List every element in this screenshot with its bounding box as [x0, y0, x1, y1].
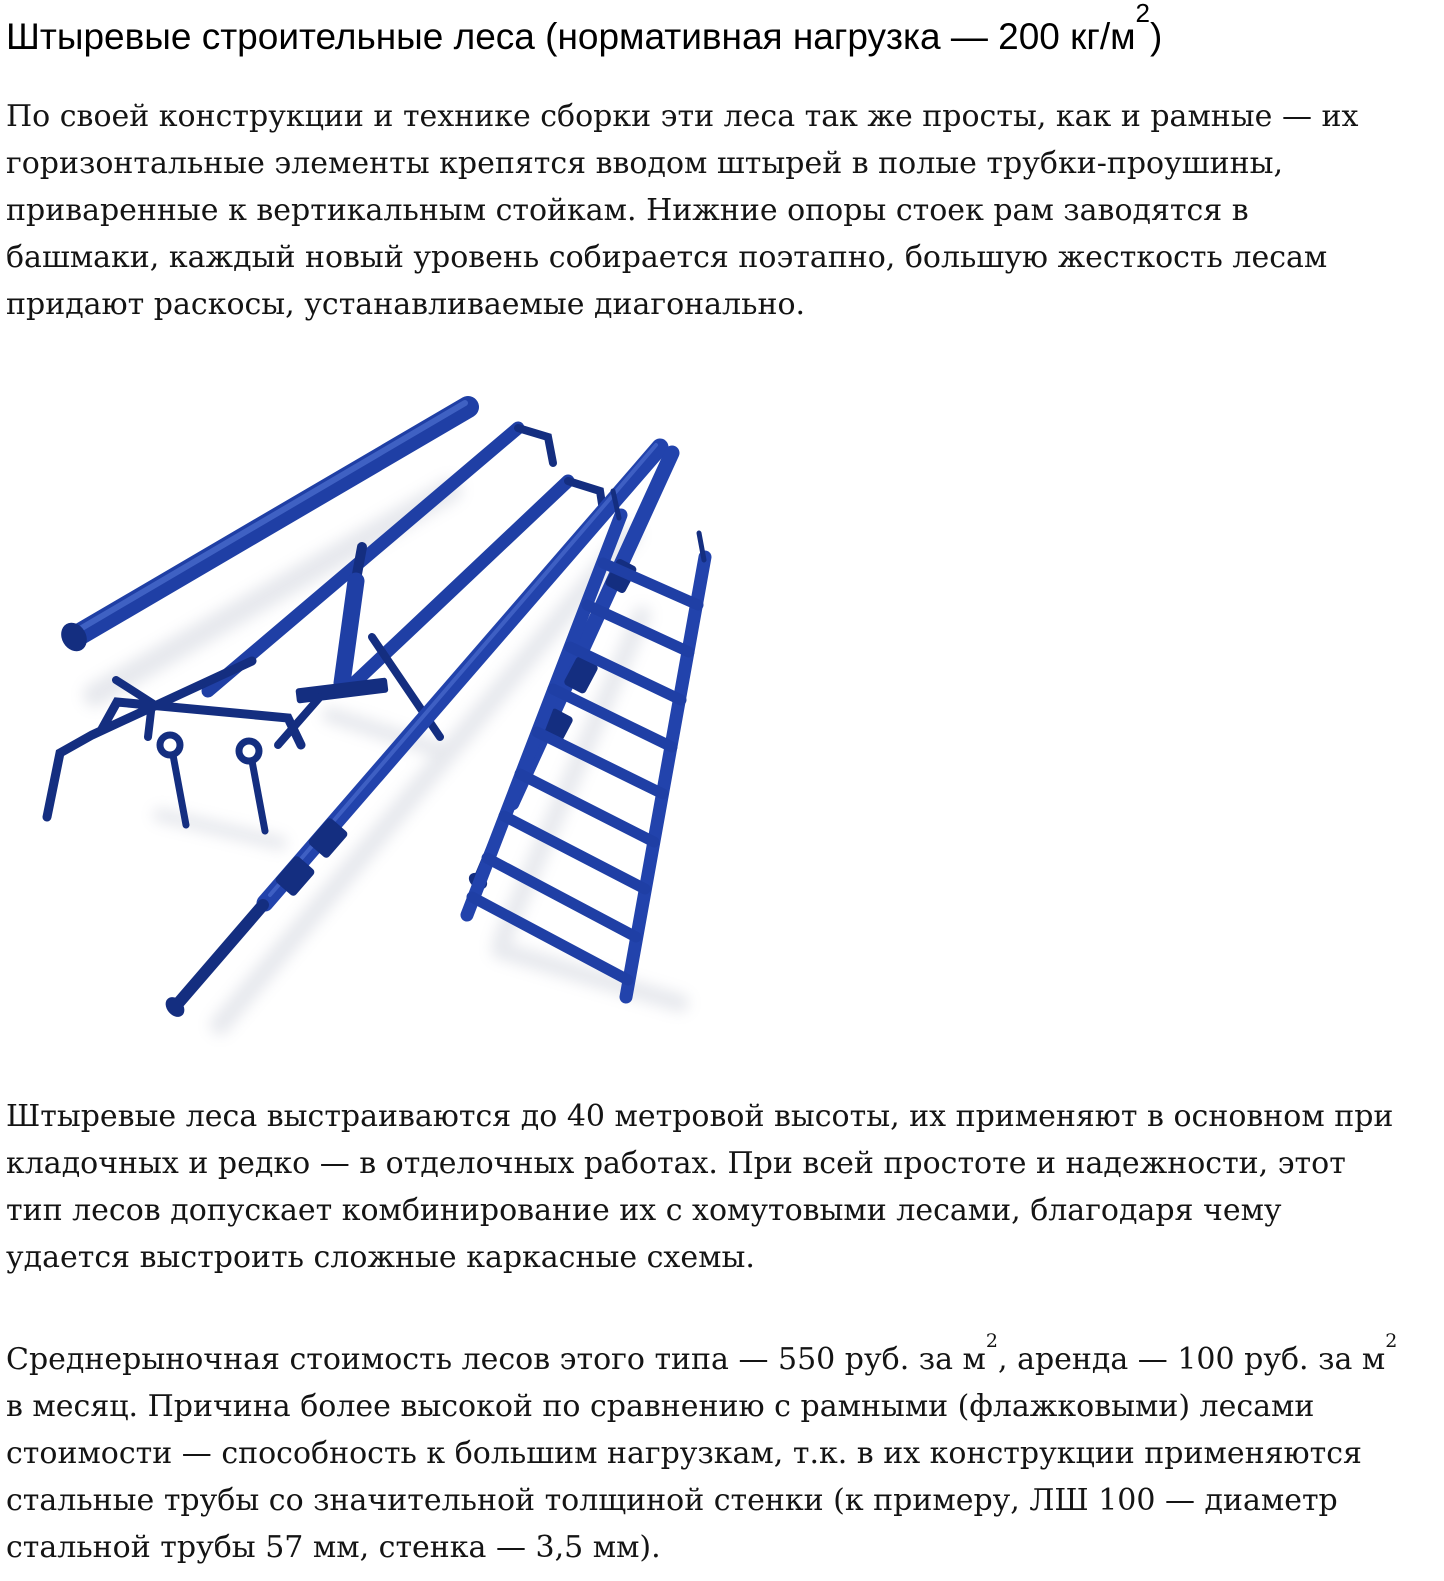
page-title [6, 0, 1400, 60]
paragraph-price [6, 1330, 1400, 1571]
scaffolding-parts-illustration [20, 385, 935, 1060]
u-bracket [102, 702, 301, 745]
price-superscript-2: 2 [1385, 1330, 1398, 1353]
page-title-text: Штыревые строительные леса (нормативная нагрузка — 200 кг/м [6, 16, 1136, 57]
price-text-2: , аренда — 100 руб. за м [998, 1342, 1386, 1378]
page-title-superscript: 2 [1135, 0, 1150, 28]
scaffolding-parts-photo [20, 385, 935, 1060]
price-superscript-1: 2 [985, 1330, 998, 1353]
paragraph-usage: Штыревые леса выстраиваются до 40 метровой высоты, их применяют в основном при кладочных и редко — в отделочных работах. При всей простоте и надежности, этот тип лесов допускает комбинирование их с хомутовыми лесами, благодаря чему удается выстроить сложные каркасные схемы. [6, 1099, 1394, 1276]
price-text-1: Среднерыночная стоимость лесов этого типа — 550 руб. за м [6, 1342, 986, 1378]
paragraph-construction: По своей конструкции и технике сборки эти леса так же просты, как и рамные — их горизонтальные элементы крепятся вводом штырей в полые трубки-проушины, приваренные к вертикальным стойкам. Нижние опоры стоек рам заводятся в башмаки, каждый новый уровень собирается поэтапно, большую жесткость лесам придают раскосы, устанавливаемые диагонально. [6, 99, 1359, 323]
price-text-3: в месяц. Причина более высокой по сравнению с рамными (флажковыми) лесами стоимости — способность к большим нагрузкам, т.к. в их конструкции применяются стальные трубы со значительной толщиной стенки (к примеру, ЛШ 100 — диаметр стальной трубы 57 мм, стенка — 3,5 мм). [6, 1389, 1362, 1566]
page-title-close: ) [1150, 16, 1163, 57]
